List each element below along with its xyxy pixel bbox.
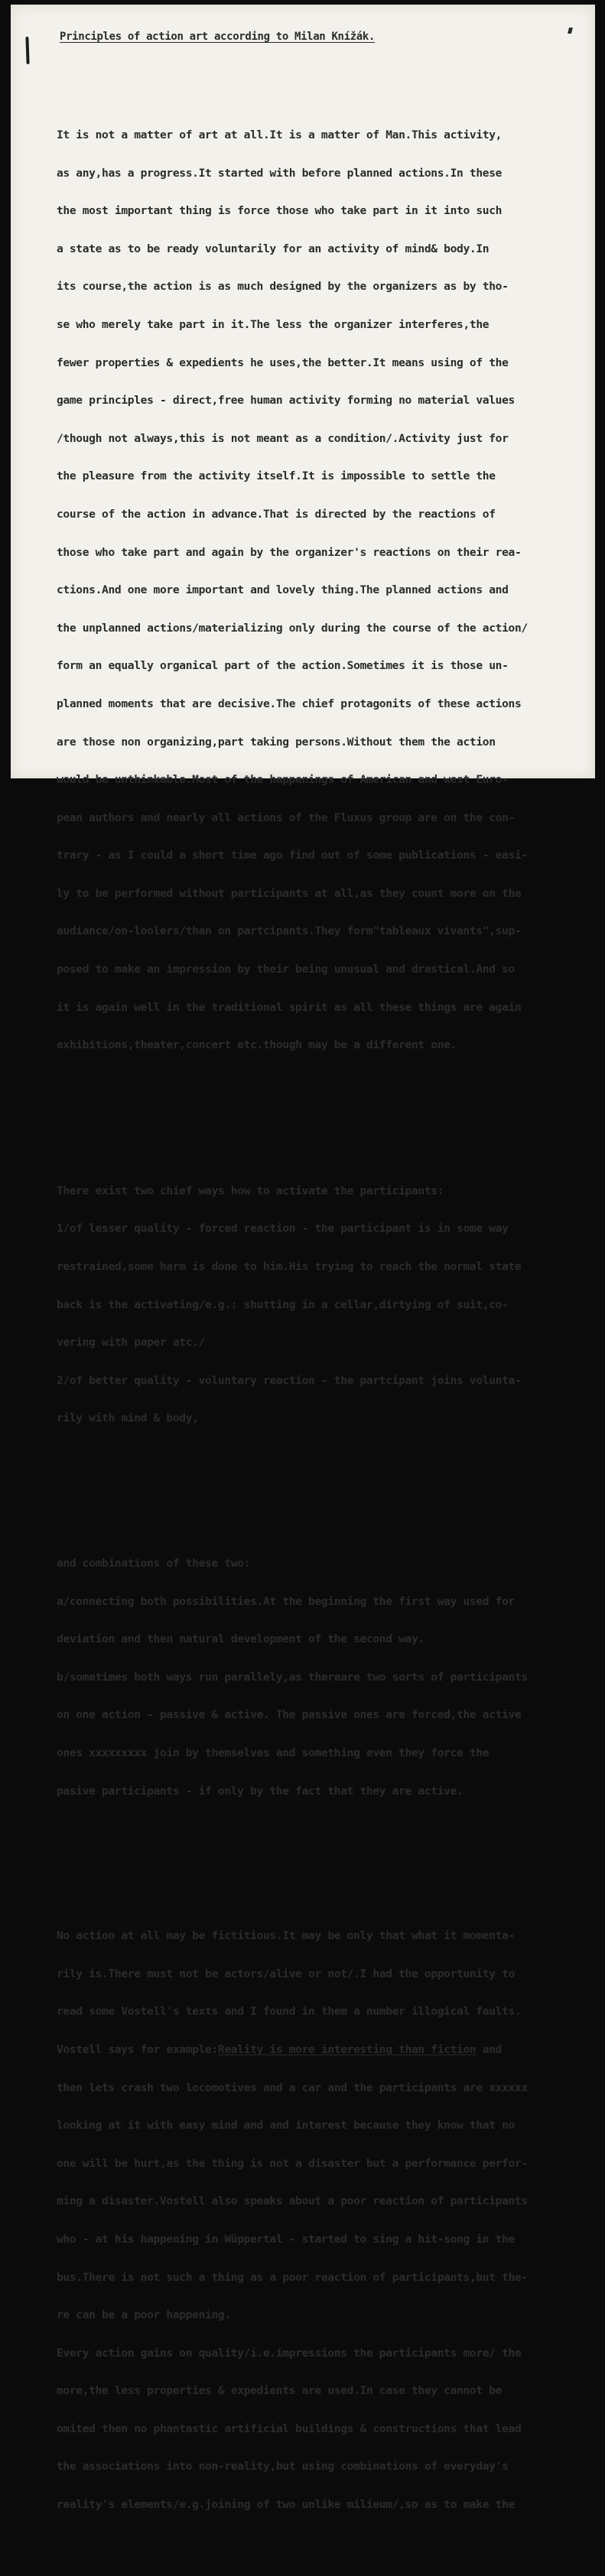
- text-line: are those non organizing,part taking persons.Without them the action: [57, 735, 496, 749]
- paragraph-2: [57, 1159, 592, 1450]
- text-line: vering with paper atc./: [57, 1336, 206, 1350]
- paragraph-spacing: [57, 1862, 592, 1865]
- text-line: game principles - direct,free human activity forming no material values: [57, 394, 515, 408]
- text-line: There exist two chief ways how to activate the participants:: [57, 1184, 444, 1197]
- text-line: the unplanned actions/materializing only during the course of the action/: [57, 621, 528, 635]
- text-line: b/sometimes both ways run parallely,as thereare two sorts of participants: [57, 1670, 528, 1684]
- corner-ink-mark: [568, 28, 573, 34]
- typewritten-page: [11, 5, 595, 2512]
- paragraph-3: [57, 1532, 592, 1823]
- paragraph-spacing: [57, 1489, 592, 1493]
- text-line: the most important thing is force those who take part in it into such: [57, 204, 503, 218]
- text-line: looking at it with easy mind and and interest because they know that no: [57, 2119, 515, 2133]
- text-line: reality's elements/e.g.joining of two unlike milieum/,so as to make the: [57, 2498, 515, 2512]
- text-line: one will be hurt,as the thing is not a disaster but a performance perfor-: [57, 2156, 528, 2170]
- text-line: a/connecting both possibilities.At the beginning the first way used for: [57, 1594, 515, 1608]
- text-line: a state as to be ready voluntarily for an activity of mind& body.In: [57, 242, 490, 255]
- text-line: read some Vostell's texts and I found in them a number illogical faults.: [57, 2005, 522, 2019]
- document-body: [57, 64, 592, 2576]
- text-line: ctions.And one more important and lovely thing.The planned actions and: [57, 583, 509, 597]
- text-line: Every action gains on quality/i.e.impressions the participants more/ the: [57, 2346, 522, 2360]
- margin-ink-mark: [25, 37, 29, 64]
- text-line: deviation and then natural development of the second way.: [57, 1632, 424, 1646]
- text-line: the pleasure from the activity itself.It is impossible to settle the: [57, 469, 496, 483]
- text-line: omited then no phantastic artificial buildings & constructions that lead: [57, 2422, 522, 2435]
- text-line: the associations into non-reality,but using combinations of everyday's: [57, 2460, 509, 2474]
- text-line: and combinations of these two:: [57, 1557, 251, 1570]
- text-line: then lets crash two locomotives and a car and the participants are xxxxxx: [57, 2081, 528, 2094]
- text-line: planned moments that are decisive.The chief protagonits of these actions: [57, 697, 522, 710]
- text-line: as any,has a progress.It started with before planned actions.In these: [57, 166, 503, 180]
- text-line: bus.There is not such a thing as a poor reaction of participants,but the-: [57, 2270, 528, 2284]
- text-line: exhibitions,theater,concert etc.though may be a different one.: [57, 1038, 457, 1052]
- text-line: 2/of better quality - voluntary reaction - the partcipant joins volunta-: [57, 1373, 522, 1387]
- text-line: 1/of lesser quality - forced reaction - the participant is in some way: [57, 1222, 509, 1236]
- document-title: Principles of action art according to Milan Knížák.: [60, 31, 376, 43]
- text-line: more,the less properties & expedients are used.In case they cannot be: [57, 2384, 503, 2398]
- text-line: rily is.There must not be actors/alive or not/.I had the opportunity to: [57, 1967, 515, 1980]
- paragraph-1: [57, 103, 592, 1077]
- text-line: se who merely take part in it.The less the organizer interferes,the: [57, 317, 490, 331]
- text-line: would be unthinkable.Most of the happenings of American and west Euro-: [57, 773, 509, 787]
- text-line: on one action - passive & active. The passive ones are forced,the active: [57, 1708, 522, 1722]
- text-line-underlined: Vostell says for example:Reality is more interesting than fiction and: [57, 2042, 503, 2056]
- paragraph-spacing: [57, 1116, 592, 1120]
- text-line: trary - as I could a short time ago find out of some publications - easi-: [57, 849, 528, 862]
- text-line: those who take part and again by the organizer's reactions on their rea-: [57, 545, 522, 559]
- underlined-phrase: Reality is more interesting than fiction: [217, 2042, 477, 2056]
- text-line: it is again well in the traditional spirit as all these things are again: [57, 1000, 522, 1014]
- text-line: It is not a matter of art at all.It is a matter of Man.This activity,: [57, 128, 503, 141]
- paragraph-4: [57, 1904, 592, 2537]
- text-line: pean authors and nearly all actions of the Fluxus group are on the con-: [57, 810, 515, 824]
- text-line: pasive participants - if only by the fact that they are active.: [57, 1784, 464, 1798]
- text-line: No action at all may be fictitious.It may be only that what it momenta-: [57, 1929, 515, 1943]
- text-line: ones xxxxxxxxx join by themselves and something even they force the: [57, 1746, 490, 1759]
- text-line: re can be a poor happening.: [57, 2308, 231, 2322]
- text-line: fewer properties & expedients he uses,the better.It means using of the: [57, 356, 509, 369]
- text-line: rily with mind & body,: [57, 1411, 199, 1425]
- text-line: posed to make an impression by their being unusual and drastical.And so: [57, 963, 515, 976]
- text-line: its course,the action is as much designed by the organizers as by tho-: [57, 280, 509, 294]
- text-line: ming a disaster.Vostell also speaks about a poor reaction of participants: [57, 2194, 528, 2208]
- text-line: course of the action in advance.That is directed by the reactions of: [57, 507, 496, 521]
- text-line: audiance/on-loolers/than on partcipants.They form"tableaux vivants",sup-: [57, 924, 522, 938]
- text-line: who - at his happening in Wüppertal - started to sing a hit-song in the: [57, 2232, 515, 2246]
- text-line: form an equally organical part of the action.Sometimes it is those un-: [57, 659, 509, 673]
- text-line: back is the activating/e.g.: shutting in a cellar,dirtying of suit,co-: [57, 1298, 509, 1311]
- text-line: ly to be performed without participants at all,as they count more on the: [57, 886, 522, 900]
- text-line: restrained,some harm is done to him.His trying to reach the normal state: [57, 1260, 522, 1274]
- text-line: /though not always,this is not meant as a condition/.Activity just for: [57, 431, 509, 445]
